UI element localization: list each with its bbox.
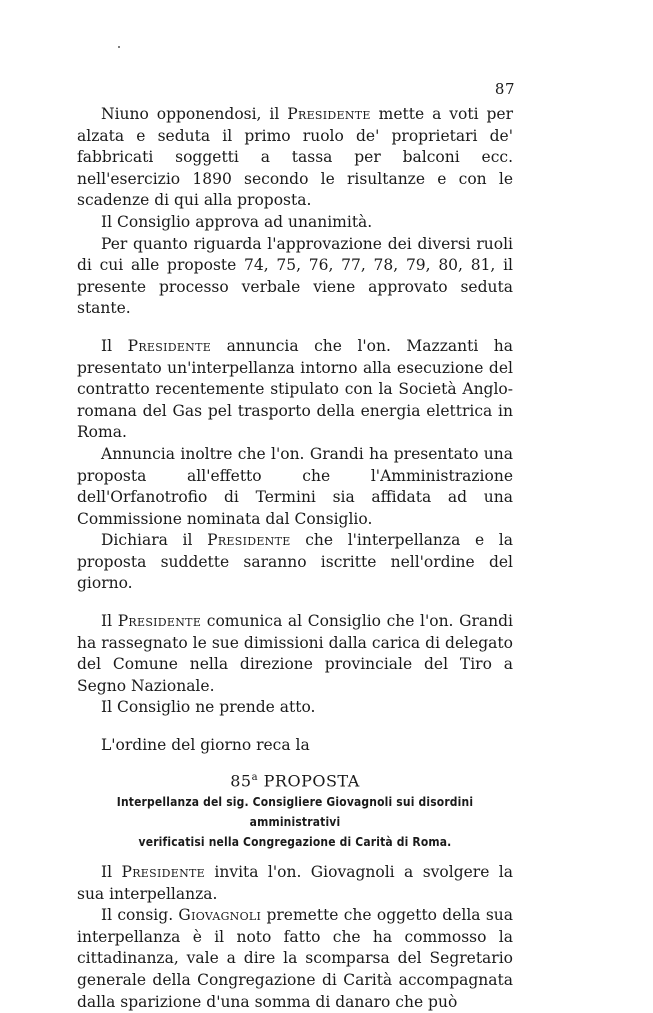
text-run: Il xyxy=(101,862,122,881)
paragraph xyxy=(77,336,513,444)
text-run: che l'interpellanza e la proposta suddette saranno iscritte nell'ordine del giorno. xyxy=(77,531,513,593)
text-run: comunica al Consiglio che l'on. Grandi ha rassegnato le sue dimissioni dalla carica di delegato del Comune nella direzione provinciale del Tiro a Segno Nazionale. xyxy=(77,612,513,695)
proposal-label: PROPOSTA xyxy=(263,770,360,790)
text-run: annuncia che l'on. Mazzanti ha presentato un'interpellanza intorno alla esecuzione del contratto recentemente stipulato con la Società Anglo-romana del Gas pel trasporto della energia elettrica in Roma. xyxy=(77,336,513,442)
proposal-subject-line-1: Interpellanza del sig. Consigliere Giovagnoli sui disordini amministrativi xyxy=(116,793,474,829)
proposal-heading xyxy=(77,767,513,792)
spacer xyxy=(77,852,513,862)
paragraph xyxy=(77,735,513,757)
spacer xyxy=(77,757,513,767)
text-run: Dichiara il xyxy=(101,531,208,550)
speaker-name: Presidente xyxy=(127,336,212,355)
paragraph xyxy=(77,104,513,212)
proposal-number-suffix: a xyxy=(251,771,259,783)
proposal-subject-line-2: verificatisi nella Congregazione di Carità di Roma. xyxy=(138,833,452,849)
page-number: 87 xyxy=(494,80,515,98)
text-run: invita l'on. Giovagnoli a svolgere la sua interpellanza. xyxy=(77,862,513,903)
paragraph-gap xyxy=(77,320,513,336)
paragraph xyxy=(77,697,513,719)
text-run: Il xyxy=(101,336,128,355)
paragraph xyxy=(77,212,513,234)
body-text xyxy=(77,104,513,1013)
paragraph xyxy=(77,905,513,1013)
text-run: Il xyxy=(101,612,118,631)
paragraph-gap xyxy=(77,595,513,611)
text-run: Il Consiglio ne prende atto. xyxy=(101,698,316,717)
paragraph xyxy=(77,444,513,530)
paragraph xyxy=(77,611,513,697)
text-run: Il consig. xyxy=(101,906,179,925)
paragraphs-after xyxy=(77,862,513,1013)
proposal-number: 85 xyxy=(230,770,252,790)
text-run: mette a voti per alzata e seduta il primo ruolo de' proprietari de' fabbricati soggetti a tassa per balconi ecc. nell'esercizio 1890 secondo le risultanze e con le scadenze di qui alla proposta. xyxy=(77,105,513,210)
text-run: Per quanto riguarda l'approvazione dei diversi ruoli di cui alle proposte 74, 75, 76, 77, 78, 79, 80, 81, il presente processo verbale viene approvato seduta stante. xyxy=(77,234,513,318)
paper-speck xyxy=(118,46,120,48)
text-run: premette che oggetto della sua interpellanza è il noto fatto che ha commosso la cittadinanza, vale a dire la scomparsa del Segretario generale della Congregazione di Carità accompagnata dalla sparizione d'una somma di danaro che può xyxy=(77,906,513,1011)
text-run: Niuno opponendosi, il xyxy=(101,105,288,123)
text-run: L'ordine del giorno reca la xyxy=(101,736,310,755)
paragraph xyxy=(77,530,513,595)
speaker-name: Presidente xyxy=(287,105,371,123)
paragraph xyxy=(77,234,513,320)
text-run: Annuncia inoltre che l'on. Grandi ha presentato una proposta all'effetto che l'Amministrazione dell'Orfanotrofio di Termini sia affidata ad una Commissione nominata dal Consiglio. xyxy=(77,444,513,528)
text-run: Il Consiglio approva ad unanimità. xyxy=(101,212,373,231)
speaker-name: Presidente xyxy=(121,862,205,881)
speaker-name: Presidente xyxy=(117,612,202,631)
paragraph-gap xyxy=(77,719,513,735)
speaker-name: Presidente xyxy=(207,531,291,550)
paragraph xyxy=(77,862,513,905)
paragraphs-before xyxy=(77,104,513,757)
speaker-name: Giovagnoli xyxy=(178,906,262,925)
